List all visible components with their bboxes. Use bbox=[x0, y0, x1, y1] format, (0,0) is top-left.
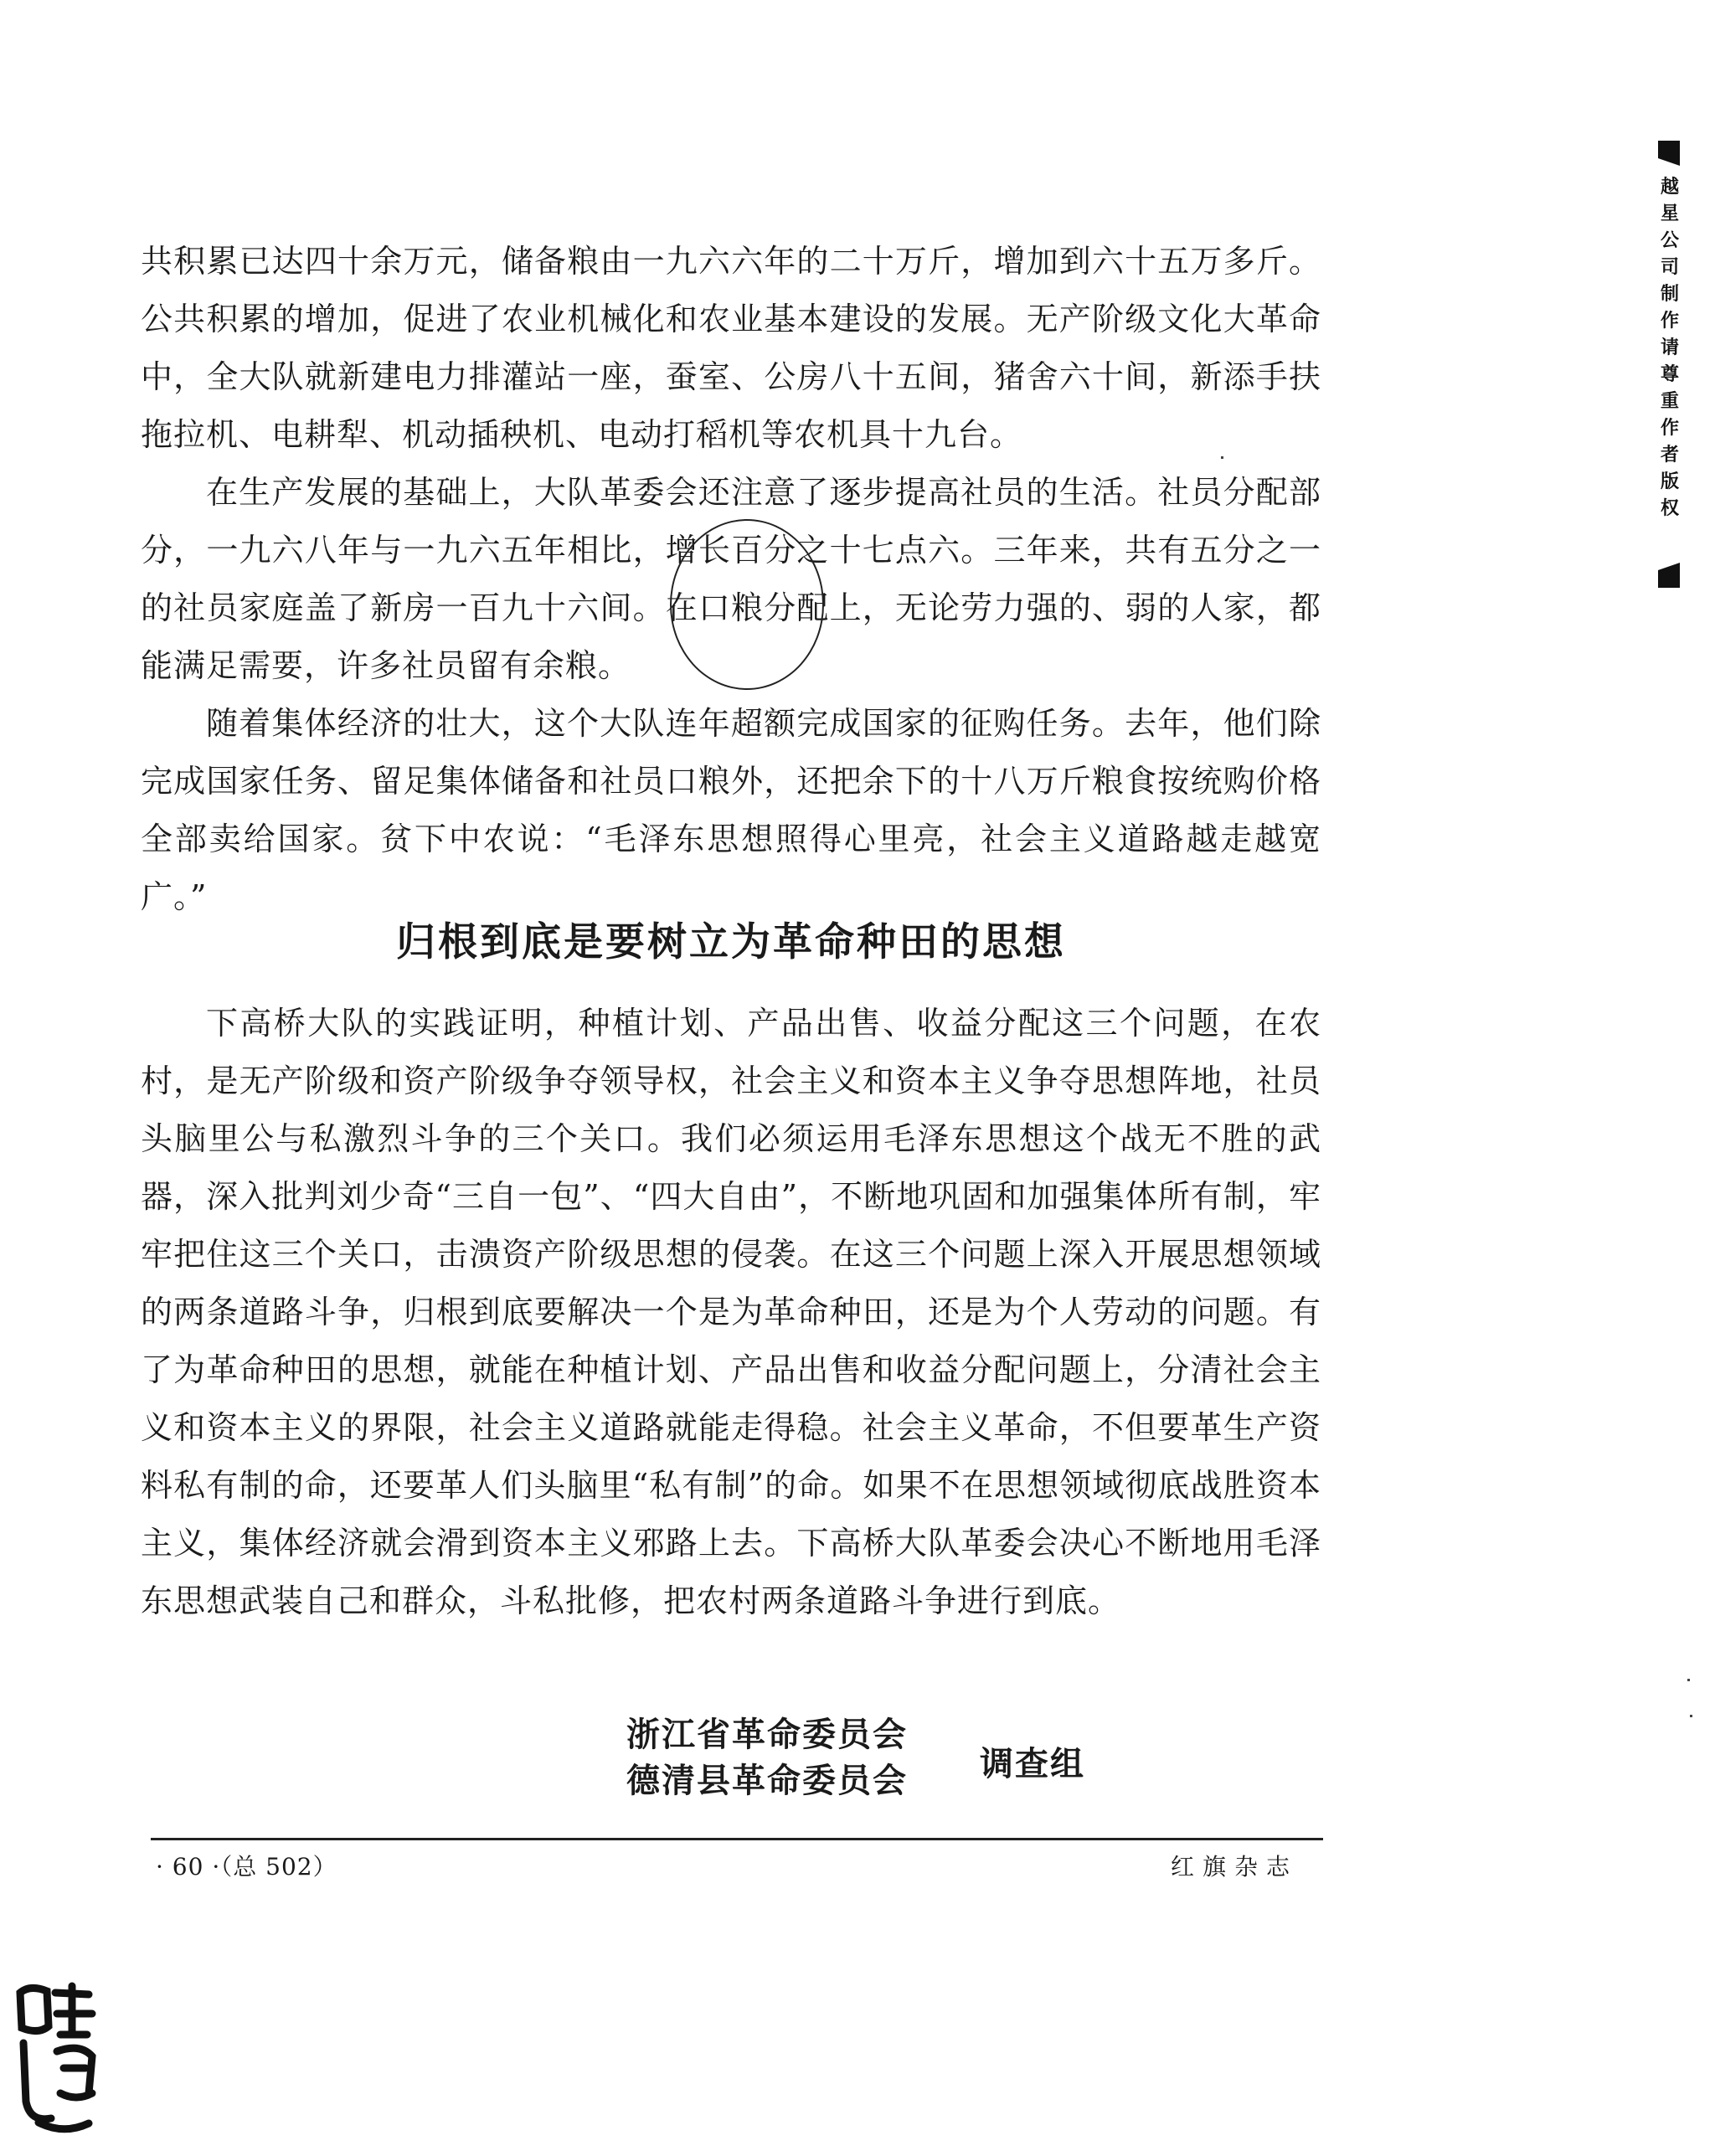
page-number: · 60 ·（总 502） bbox=[156, 1853, 337, 1881]
side-watermark: 越星公司制作请尊重作者版权 bbox=[1660, 177, 1679, 519]
paragraph: 在生产发展的基础上，大队革委会还注意了逐步提高社员的生活。社员分配部分，一九六八年与一九六五年相比，增长百分之十七点六。三年来，共有五分之一的社员家庭盖了新房一百九十六间。在口粮分配上，无论劳力强的、弱的人家，都能满足需要，许多社员留有余粮。 bbox=[141, 474, 1321, 684]
signature-org-2: 德清县革命委员会 bbox=[626, 1762, 908, 1800]
seal-stamp-icon bbox=[5, 1976, 106, 2147]
pen-circle-mark bbox=[670, 519, 824, 690]
body-block-bottom bbox=[141, 995, 1321, 1630]
watermark-bar-top bbox=[1658, 141, 1680, 166]
scan-speck bbox=[1690, 1715, 1692, 1717]
scan-speck bbox=[1687, 1679, 1690, 1681]
scan-speck bbox=[1221, 456, 1223, 459]
signature-suffix: 调查组 bbox=[980, 1745, 1085, 1783]
paragraph: 随着集体经济的壮大，这个大队连年超额完成国家的征购任务。去年，他们除完成国家任务、留足集体储备和社员口粮外，还把余下的十八万斤粮食按统购价格全部卖给国家。贫下中农说：“毛泽东思想照得心里亮，社会主义道路越走越宽广。” bbox=[141, 705, 1321, 915]
paragraph: 共积累已达四十余万元，储备粮由一九六六年的二十万斤，增加到六十五万多斤。公共积累的增加，促进了农业机械化和农业基本建设的发展。无产阶级文化大革命中，全大队就新建电力排灌站一座，蚕室、公房八十五间，猪舍六十间，新添手扶拖拉机、电耕犁、机动插秧机、电动打稻机等农机具十九台。 bbox=[141, 243, 1321, 453]
watermark-bar-bottom bbox=[1658, 563, 1680, 588]
signature-orgs bbox=[626, 1712, 908, 1804]
footer-rule bbox=[151, 1838, 1323, 1840]
paragraph: 下高桥大队的实践证明，种植计划、产品出售、收益分配这三个问题，在农村，是无产阶级和资产阶级争夺领导权，社会主义和资本主义争夺思想阵地，社员头脑里公与私激烈斗争的三个关口。我们必须运用毛泽东思想这个战无不胜的武器，深入批判刘少奇“三自一包”、“四大自由”，不断地巩固和加强集体所有制，牢牢把住这三个关口，击溃资产阶级思想的侵袭。在这三个问题上深入开展思想领域的两条道路斗争，归根到底要解决一个是为革命种田，还是为个人劳动的问题。有了为革命种田的思想，就能在种植计划、产品出售和收益分配问题上，分清社会主义和资本主义的界限，社会主义道路就能走得稳。社会主义革命，不但要革生产资料私有制的命，还要革人们头脑里“私有制”的命。如果不在思想领域彻底战胜资本主义，集体经济就会滑到资本主义邪路上去。下高桥大队革委会决心不断地用毛泽东思想武装自己和群众，斗私批修，把农村两条道路斗争进行到底。 bbox=[141, 1005, 1321, 1619]
section-heading: 归根到底是要树立为革命种田的思想 bbox=[396, 919, 1066, 965]
signature-org-1: 浙江省革命委员会 bbox=[626, 1716, 908, 1754]
journal-name: 红旗杂志 bbox=[1171, 1853, 1299, 1881]
